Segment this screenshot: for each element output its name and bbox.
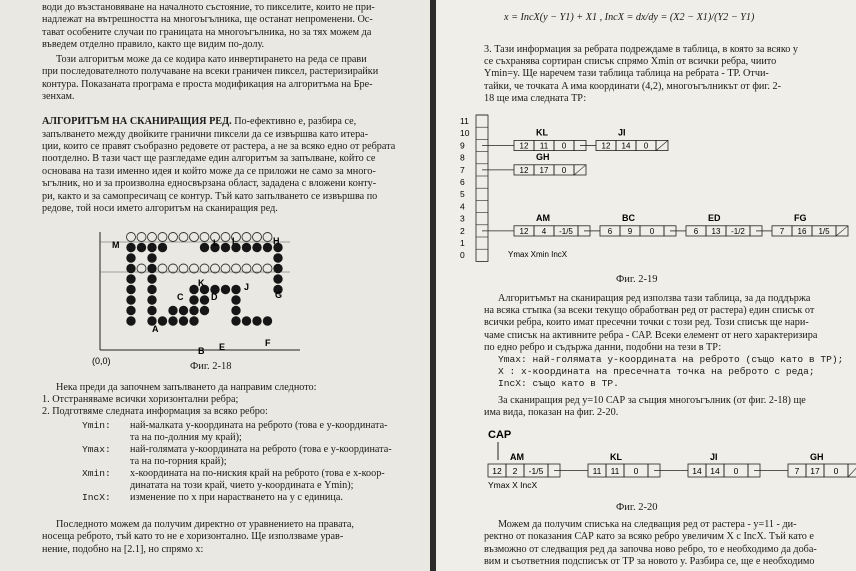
unfilled-pixel [200, 264, 209, 273]
row-index: 1 [460, 238, 465, 248]
filled-pixel [147, 253, 156, 262]
filled-pixel [200, 243, 209, 252]
text-line: тават особените случаи по границата на многоъгълника, но за тях можем да [42, 26, 372, 38]
text-line: 18 ще има следната ТР: [484, 92, 587, 104]
node-value: 14 [692, 466, 702, 476]
null-pointer [836, 226, 848, 236]
filled-pixel [221, 285, 230, 294]
definition-text: динатата на този край, чието y-координата е Ymin); [130, 480, 354, 491]
list-legend: Ymax X IncX [488, 480, 538, 490]
text-line: ции, които се правят съобразно редовете от растера, а не за всяко едно от ребрата [42, 140, 396, 152]
node-value: 1/5 [818, 226, 830, 236]
definition-text: та на по-горния край); [130, 456, 227, 467]
filled-pixel [168, 316, 177, 325]
text-line: надлежат на вътрешността на многоъгълника, ще останат непроменени. Ос- [42, 14, 373, 26]
filled-pixel [221, 243, 230, 252]
filled-pixel [137, 243, 146, 252]
node-value: 12 [519, 226, 529, 236]
text-line: X : x-координата на пресечната точка на реброто с реда; [498, 366, 815, 378]
node-label: KL [536, 127, 548, 138]
unfilled-pixel [211, 264, 220, 273]
filled-pixel [126, 295, 135, 304]
filled-pixel [147, 285, 156, 294]
node-value: 7 [794, 466, 800, 476]
text-line: Нека преди да започнем запълването да направим следното: [56, 382, 317, 393]
text-line: по едно ребро и съдържа данни, подобни на тези в ТР: [484, 341, 722, 353]
text-line: ри, както и за самопресичащ се контур. Тъй като запълването се извършва по [42, 190, 378, 202]
text-line: Можем да получим списъка на следващия ред от растера - y=11 - ди- [498, 519, 797, 530]
filled-pixel [189, 316, 198, 325]
row-index: 0 [460, 250, 465, 261]
unfilled-pixel [148, 233, 157, 242]
figure-2-20 [436, 424, 856, 504]
unfilled-pixel [158, 233, 167, 242]
filled-pixel [126, 274, 135, 283]
filled-pixel [189, 295, 198, 304]
filled-pixel [168, 306, 177, 315]
filled-pixel [179, 316, 188, 325]
node-value: 12 [519, 141, 529, 151]
unfilled-pixel [137, 233, 146, 242]
node-label: AM [510, 452, 524, 462]
text-line: има вида, показан на фиг. 2-20. [484, 407, 619, 419]
definition-text: та на по-долния му край); [130, 432, 242, 443]
filled-pixel [242, 316, 251, 325]
unfilled-pixel [137, 264, 146, 273]
node-label: BC [622, 212, 635, 223]
node-value: 11 [610, 466, 620, 476]
text-line: възможно от следващия ред да започва ново ребро, то е необходимо да доба- [484, 543, 817, 555]
filled-pixel [273, 264, 282, 273]
filled-pixel [231, 316, 240, 325]
row-index: 4 [460, 201, 465, 212]
definition-text: най-малката y-координата на реброто (това е y-координата- [130, 420, 388, 431]
table-legend: Ymax Xmin IncX [508, 250, 568, 260]
node-value: 11 [592, 466, 602, 476]
text-line: Ymin=y. Ще наречем тази таблица таблица на ребрата - ТР. Отчи- [484, 68, 769, 80]
filled-pixel [200, 295, 209, 304]
unfilled-pixel [221, 264, 230, 273]
filled-pixel [147, 243, 156, 252]
text-line: Ymax: най-голямата y-координата на реброто (също като в ТР); [498, 354, 844, 365]
node-value: 0 [633, 466, 639, 476]
text-line: контура. Показаната програма е проста модификация на алгоритъма на Бре- [42, 78, 373, 90]
unfilled-pixel [242, 264, 251, 273]
text-line: 3. Тази информация за ребрата подреждаме в таблица, в която за всяко y [484, 44, 799, 55]
unfilled-pixel [169, 233, 178, 242]
filled-pixel [200, 306, 209, 315]
node-value: -1/5 [528, 466, 544, 476]
filled-pixel [147, 306, 156, 315]
filled-pixel [273, 274, 282, 283]
filled-pixel [252, 243, 261, 252]
node-pointer-cell [848, 464, 856, 477]
node-value: 0 [649, 226, 655, 236]
node-value: 0 [643, 141, 649, 151]
row-index: 9 [460, 140, 465, 151]
node-label: FG [794, 212, 807, 223]
row-index: 6 [460, 177, 465, 187]
filled-pixel [242, 243, 251, 252]
row-index: 2 [460, 225, 465, 236]
filled-pixel [273, 253, 282, 262]
filled-pixel [126, 253, 135, 262]
figure-label: M [112, 240, 120, 250]
node-value: 2 [512, 466, 518, 476]
node-value: 6 [693, 226, 699, 236]
filled-pixel [147, 274, 156, 283]
figure-label: J [244, 282, 250, 292]
filled-pixel [126, 285, 135, 294]
unfilled-pixel [242, 233, 251, 242]
text-line: ректно от показания САР като за всяко ребро увеличим X с IncX. Тъй като е [484, 531, 814, 543]
text-line: запълването между двойките гранични пиксели да се извършва като итера- [42, 128, 369, 140]
unfilled-pixel [263, 233, 272, 242]
filled-pixel [263, 316, 272, 325]
row-index: 5 [460, 189, 465, 200]
text-line: Последното можем да получим директно от уравнението на правата, [56, 519, 354, 530]
text-line: се съхранява сортиран списък спрямо Xmin от всички ребра, чиито [484, 56, 777, 68]
filled-pixel [179, 306, 188, 315]
figure-label: I [232, 236, 235, 246]
node-value: 13 [711, 226, 721, 236]
figure-label: C [177, 292, 184, 302]
node-value: 0 [733, 466, 739, 476]
node-value: 6 [607, 226, 613, 236]
filled-pixel [189, 306, 198, 315]
text-line: IncX: също като в ТР. [498, 378, 619, 390]
figure-label: F [265, 338, 271, 348]
filled-pixel [158, 316, 167, 325]
unfilled-pixel [263, 264, 272, 273]
section-heading: АЛГОРИТЪМ НА СКАНИРАЩИЯ РЕД. [42, 116, 232, 127]
filled-pixel [252, 316, 261, 325]
text-line: носеща реброто, тъй като то не е хоризонтално. Ще използваме урав- [42, 531, 344, 543]
figure-label: D [211, 292, 218, 302]
node-value: 11 [539, 141, 549, 151]
figure-label: H [273, 236, 280, 246]
node-label: GH [536, 151, 550, 162]
definition-term: Ymax: [82, 444, 111, 455]
formula: x = IncX(y − Y1) + X1 , IncX = dx/dy = (X2 − X1)/(Y2 − Y1) [504, 12, 755, 23]
figure-label: B [198, 346, 205, 356]
definition-term: IncX: [82, 492, 111, 503]
unfilled-pixel [179, 233, 188, 242]
node-value: 0 [561, 141, 567, 151]
filled-pixel [231, 306, 240, 315]
figure-label: (0,0) [92, 356, 111, 366]
text-line: зенхам. [42, 91, 75, 103]
text-line: основава на тази именно идея и който може да се приложи не само за много- [42, 165, 376, 177]
text-line: на всяка стъпка (за всеки текущо обработван ред от растера) един списък от [484, 305, 815, 317]
filled-pixel [147, 264, 156, 273]
row-index: 8 [460, 152, 465, 163]
node-label: GH [810, 452, 824, 462]
unfilled-pixel [200, 233, 209, 242]
filled-pixel [158, 243, 167, 252]
right-page [436, 0, 856, 571]
row-index: 3 [460, 213, 465, 224]
unfilled-pixel [232, 264, 241, 273]
node-value: 7 [779, 226, 785, 236]
figure-label: L [213, 238, 219, 248]
figure-label: K [198, 278, 205, 288]
unfilled-pixel [179, 264, 188, 273]
row-index: 10 [460, 128, 470, 139]
filled-pixel [126, 243, 135, 252]
node-label: KL [610, 452, 622, 462]
text-line: поотделно. В тази част ще разгледаме един алгоритъм за запълване, който се [42, 153, 376, 165]
filled-pixel [126, 306, 135, 315]
text-line: тайки, че точката A има координати (4,2), многоъгълникът от фиг. 2- [484, 80, 781, 92]
figure-label: E [219, 342, 226, 352]
null-pointer [848, 464, 856, 477]
filled-pixel [147, 295, 156, 304]
unfilled-pixel [253, 233, 262, 242]
unfilled-pixel [190, 233, 199, 242]
node-label: JI [618, 127, 626, 138]
filled-pixel [263, 243, 272, 252]
node-label: JI [710, 452, 718, 462]
null-pointer [574, 165, 586, 175]
definition-text: най-голямата y-координата на реброто (това е y-координата- [130, 444, 392, 455]
text-line: води до възстановяване на началното състояние, то пикселите, които не при- [42, 2, 375, 13]
text-line: всички ребра, които имат пресечни точки с този ред. Този списък ще нари- [484, 317, 809, 329]
node-value: 0 [833, 466, 839, 476]
text-line: при последователното получаване на всеки граничен пиксел, растеризирайки [42, 66, 379, 78]
node-value: 12 [492, 466, 502, 476]
text-line: Този алгоритъм може да се кодира като инвертирането на реда се прави [56, 54, 367, 65]
definition-text: x-координата на по-ниския край на реброто (това е x-коор- [130, 468, 385, 479]
node-value: 0 [561, 165, 567, 175]
figure-2-19 [436, 110, 856, 270]
section-heading-rest: По-ефективно е, разбира се, [231, 116, 357, 127]
figure-label: G [275, 290, 283, 300]
unfilled-pixel [221, 233, 230, 242]
text-line: За сканиращия ред y=10 САР за същия многоъгълник (от фиг. 2-18) ще [498, 395, 806, 406]
node-value: 12 [519, 165, 529, 175]
node-value: 14 [710, 466, 720, 476]
unfilled-pixel [127, 233, 136, 242]
null-pointer [656, 140, 668, 150]
filled-pixel [126, 264, 135, 273]
node-label: ED [708, 212, 721, 223]
text-line: 2. Подготвяме следната информация за всяко ребро: [42, 406, 268, 418]
filled-pixel [126, 316, 135, 325]
filled-pixel [231, 285, 240, 294]
filled-pixel [231, 295, 240, 304]
text-line: вим и съответния подсписък от ТР за новото y. Разбира се, ще е необходимо [484, 556, 815, 568]
unfilled-pixel [253, 264, 262, 273]
figure-2-19-caption: Фиг. 2-19 [616, 274, 658, 285]
figure-2-20-caption: Фиг. 2-20 [616, 502, 658, 513]
definition-term: Ymin: [82, 420, 111, 431]
definition-text: изменение по x при нарастването на y с единица. [130, 492, 343, 503]
cap-title: CAP [488, 429, 512, 441]
unfilled-pixel [169, 264, 178, 273]
row-index: 7 [460, 164, 465, 175]
node-label: AM [536, 212, 550, 223]
figure-2-18-caption: Фиг. 2-18 [190, 361, 232, 372]
node-value: -1/5 [559, 226, 573, 236]
unfilled-pixel [158, 264, 167, 273]
unfilled-pixel [190, 264, 199, 273]
node-value: -1/2 [731, 226, 745, 236]
text-line: 1. Отстраняваме всички хоризонтални ребра; [42, 394, 239, 406]
node-value: 17 [539, 165, 549, 175]
node-value: 4 [541, 226, 547, 236]
node-value: 17 [810, 466, 820, 476]
node-value: 12 [601, 141, 611, 151]
text-line: редове, той носи името алгоритъм на сканиращия ред. [42, 202, 278, 214]
text-line: ъгълник, но и за произволна едносвързана област, зададена с вложени конту- [42, 178, 377, 190]
node-value: 14 [621, 141, 631, 151]
figure-2-18 [0, 228, 430, 368]
definition-term: Xmin: [82, 468, 111, 479]
text-line: въведем отделно правило, както ще видим по-долу. [42, 39, 265, 51]
node-value: 9 [627, 226, 633, 236]
text-line: чаме списък на активните ребра - САР. Всеки елемент от него характеризира [484, 329, 818, 341]
text-line: Алгоритъмът на сканиращия ред използва тази таблица, за да поддържа [498, 293, 811, 304]
section-heading-line [42, 116, 356, 128]
row-index: 11 [460, 116, 469, 126]
text-line: нение, подобно на [2.1], но спрямо x: [42, 543, 204, 555]
node-value: 16 [797, 226, 807, 236]
figure-label: A [152, 324, 159, 334]
